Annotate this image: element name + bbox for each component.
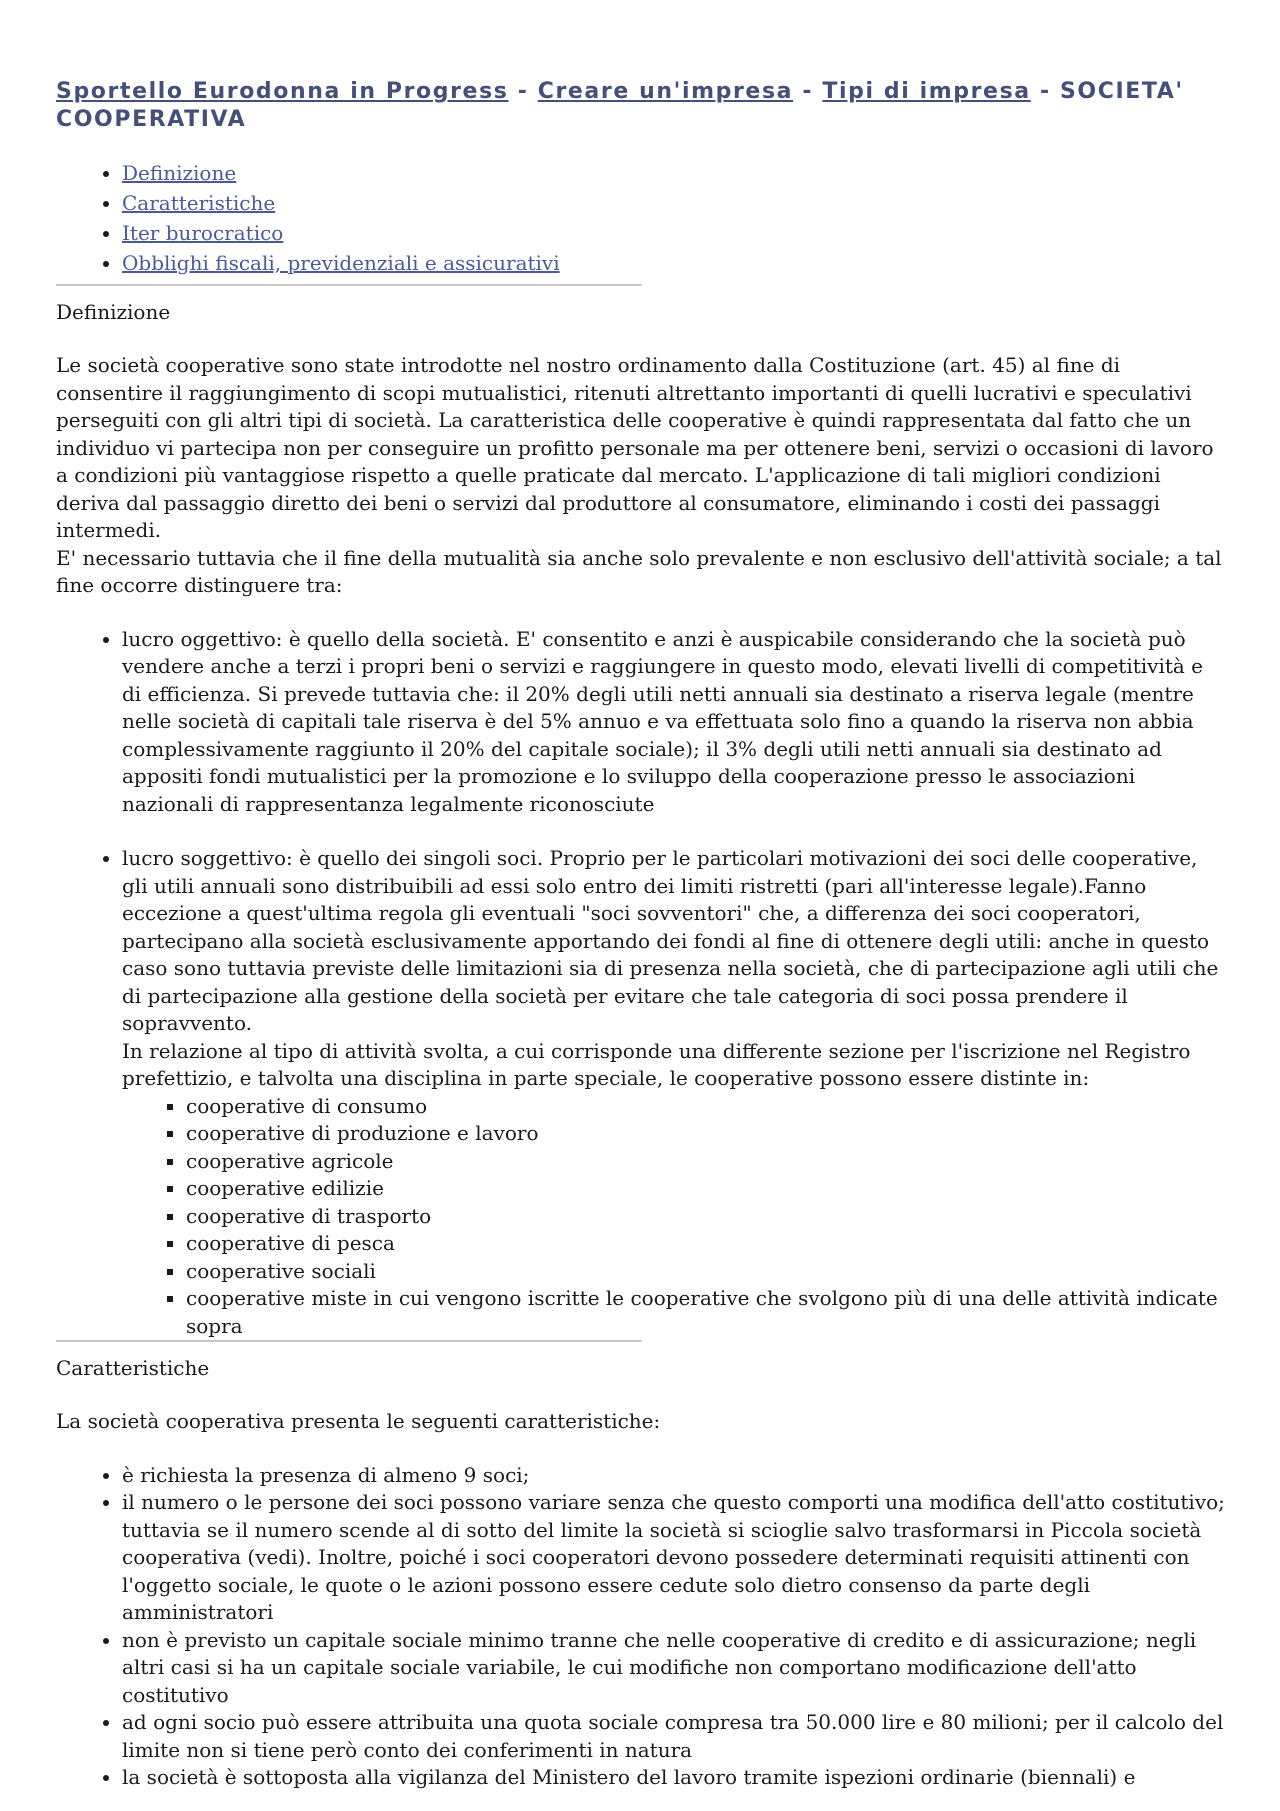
list-item: ▪ cooperative di pesca [186, 1230, 1226, 1258]
breadcrumb-separator: - [793, 79, 823, 104]
cooperative-types-list [122, 1093, 1226, 1341]
list-item: • lucro oggettivo: è quello della società. E' consentito e anzi è auspicabile considerando che la società può vendere anche a terzi i propri beni o servizi e raggiungere in questo modo, elevati livelli di competitività e di efficienza. Si prevede tuttavia che: il 20% degli utili netti annuali sia destinato a riserva legale (mentre nelle società di capitali tale riserva è del 5% annuo e va effettuata solo fino a quando la riserva non abbia complessivamente raggiunto il 20% del capitale sociale); il 3% degli utili netti annuali sia destinato ad appositi fondi mutualistici per la promozione e lo sviluppo della cooperazione presso le associazioni nazionali di rappresentanza legalmente riconosciute [122, 626, 1226, 819]
list-item: ▪ cooperative edilizie [186, 1175, 1226, 1203]
list-item: ▪ cooperative miste in cui vengono iscritte le cooperative che svolgono più di una delle attività indicate sopra [186, 1285, 1226, 1340]
list-item: • è richiesta la presenza di almeno 9 soci; [122, 1462, 1226, 1490]
toc-item [122, 218, 1226, 248]
breadcrumb-separator: - [508, 79, 538, 104]
list-item: ▪ cooperative sociali [186, 1258, 1226, 1286]
toc-link-caratteristiche[interactable]: Caratteristiche [122, 191, 276, 215]
toc-item [122, 188, 1226, 218]
lucro-list [56, 626, 1226, 1341]
section-title-definizione: Definizione [56, 300, 171, 324]
toc-link-definizione[interactable]: Definizione [122, 161, 237, 185]
relazione-text: In relazione al tipo di attività svolta, a cui corrisponde una differente sezione per l'iscrizione nel Registro prefettizio, e talvolta una disciplina in parte speciale, le cooperative possono essere distinte in: [122, 1038, 1191, 1090]
breadcrumb-link-sportello[interactable]: Sportello Eurodonna in Progress [56, 79, 509, 104]
caratteristiche-intro: La società cooperativa presenta le seguenti caratteristiche: [56, 1409, 661, 1433]
toc-link-iter-burocratico[interactable]: Iter burocratico [122, 221, 284, 245]
table-of-contents [56, 158, 1226, 278]
list-item: ▪ cooperative agricole [186, 1148, 1226, 1176]
list-item [122, 845, 1226, 1340]
breadcrumb [56, 78, 1226, 134]
section-divider [56, 1340, 642, 1342]
page-content [56, 78, 1226, 1792]
breadcrumb-link-creare-impresa[interactable]: Creare un'impresa [537, 79, 794, 104]
list-item: ▪ cooperative di produzione e lavoro [186, 1120, 1226, 1148]
section-title-caratteristiche: Caratteristiche [56, 1356, 210, 1380]
definizione-para1: Le società cooperative sono state introdotte nel nostro ordinamento dalla Costituzione (art. 45) al fine di consentire il raggiungimento di scopi mutualistici, ritenuti altrettanto importanti di quelli lucrativi e speculativi perseguiti con gli altri tipi di società. La caratteristica delle cooperative è quindi rappresentata dal fatto che un individuo vi partecipa non per conseguire un profitto personale ma per ottenere beni, servizi o occasioni di lavoro a condizioni più vantaggiose rispetto a quelle praticate dal mercato. L'applicazione di tali migliori condizioni deriva dal passaggio diretto dei beni o servizi dal produttore al consumatore, eliminando i costi dei passaggi intermedi. [56, 353, 1214, 542]
toc-item [122, 158, 1226, 188]
breadcrumb-separator: - [1030, 79, 1060, 104]
breadcrumb-current-cont: COOPERATIVA [56, 107, 247, 132]
definizione-para2: E' necessario tuttavia che il fine della mutualità sia anche solo prevalente e non esclusivo dell'attività sociale; a tal fine occorre distinguere tra: [56, 545, 1222, 597]
list-item: ▪ cooperative di consumo [186, 1093, 1226, 1121]
list-item: • la società è sottoposta alla vigilanza del Ministero del lavoro tramite ispezioni ordinarie (biennali) e [122, 1764, 1226, 1792]
breadcrumb-link-tipi-impresa[interactable]: Tipi di impresa [822, 79, 1031, 104]
list-item: • il numero o le persone dei soci possono variare senza che questo comporti una modifica dell'atto costitutivo; tuttavia se il numero scende al di sotto del limite la società si scioglie salvo trasformarsi in Piccola società cooperativa (vedi). Inoltre, poiché i soci cooperatori devono possedere determinati requisiti attinenti con l'oggetto sociale, le quote o le azioni possono essere cedute solo dietro consenso da parte degli amministratori [122, 1489, 1226, 1627]
breadcrumb-current: SOCIETA' [1059, 79, 1184, 104]
section-divider [56, 284, 642, 286]
toc-link-obblighi[interactable]: Obblighi fiscali, previdenziali e assicurativi [122, 251, 560, 275]
list-item: • ad ogni socio può essere attribuita una quota sociale compresa tra 50.000 lire e 80 milioni; per il calcolo del limite non si tiene però conto dei conferimenti in natura [122, 1709, 1226, 1764]
lucro-soggettivo-text: lucro soggettivo: è quello dei singoli soci. Proprio per le particolari motivazioni dei soci delle cooperative, gli utili annuali sono distribuibili ad essi solo entro dei limiti ristretti (pari all'interesse legale).Fanno eccezione a quest'ultima regola gli eventuali "soci sovventori" che, a differenza dei soci cooperatori, partecipano alla società esclusivamente apportando dei fondi al fine di ottenere degli utili: anche in questo caso sono tuttavia previste delle limitazioni sia di presenza nella società, che di partecipazione agli utili che di partecipazione alla gestione della società per evitare che tale categoria di soci possa prendere il sopravvento. [122, 846, 1219, 1035]
list-item: ▪ cooperative di trasporto [186, 1203, 1226, 1231]
list-item: • non è previsto un capitale sociale minimo tranne che nelle cooperative di credito e di assicurazione; negli altri casi si ha un capitale sociale variabile, le cui modifiche non comportano modificazione dell'atto costitutivo [122, 1627, 1226, 1710]
paragraph [56, 352, 1226, 600]
caratteristiche-list [56, 1462, 1226, 1792]
toc-item [122, 248, 1226, 278]
